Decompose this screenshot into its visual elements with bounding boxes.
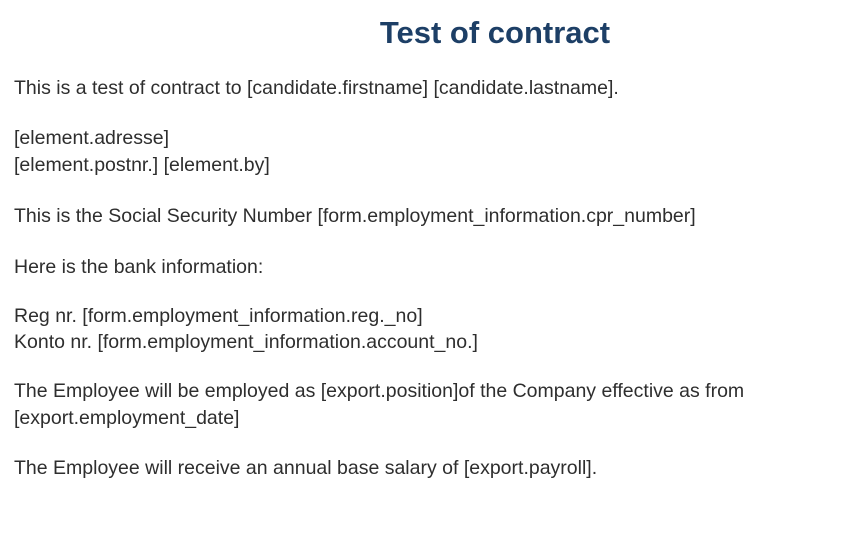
address-line: [element.adresse] [14,127,170,149]
employment-date-line: [export.employment_date] [14,407,240,429]
account-number-line: Konto nr. [form.employment_information.account_no.] [14,331,478,353]
reg-number-line: Reg nr. [form.employment_information.reg._no] [14,305,423,327]
postal-city-line: [element.postnr.] [element.by] [14,154,270,176]
salary-line: The Employee will receive an annual base salary of [export.payroll]. [14,457,598,479]
intro-line: This is a test of contract to [candidate.firstname] [candidate.lastname]. [14,77,619,99]
bank-info-heading: Here is the bank information: [14,256,264,278]
position-line: The Employee will be employed as [export.position]of the Company effective as from [14,380,745,402]
document-title: Test of contract [379,15,611,50]
ssn-line: This is the Social Security Number [form.employment_information.cpr_number] [14,205,696,227]
